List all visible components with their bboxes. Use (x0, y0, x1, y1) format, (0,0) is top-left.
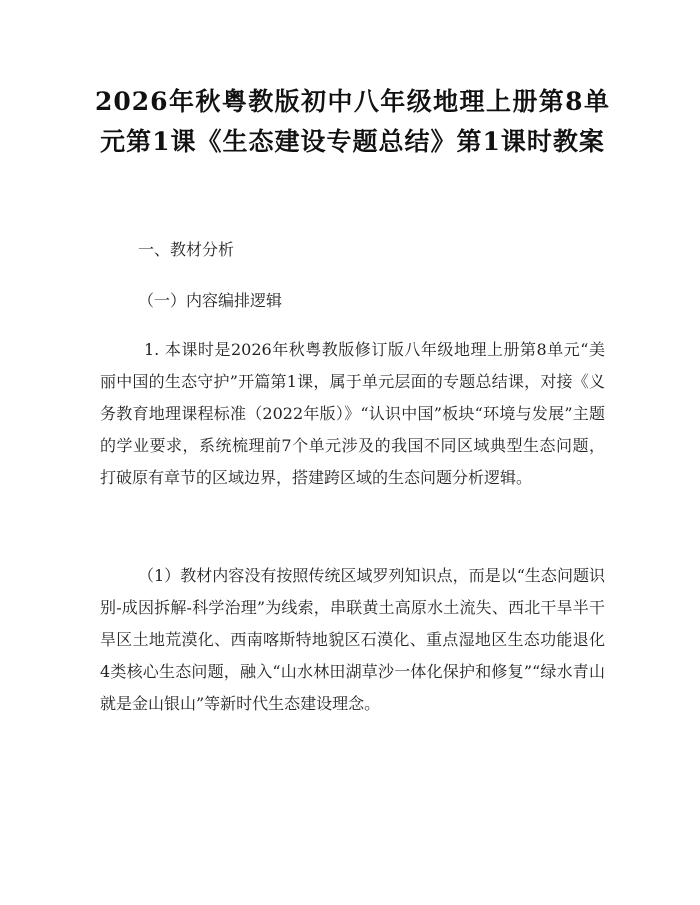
paragraph-course-overview: 1. 本课时是2026年秋粤教版修订版八年级地理上册第8单元“美丽中国的生态守护”开篇第1课，属于单元层面的专题总结课，对接《义务教育地理课程标准（2022年版）》“认识中国”板块“环境与发展”主题的学业要求，系统梳理前7个单元涉及的我国不同区域典型生态问题，打破原有章节的区域边界，搭建跨区域的生态问题分析逻辑。 (100, 340, 605, 487)
subsection-heading: （一）内容编排逻辑 (138, 291, 283, 310)
section-heading: 一、教材分析 (138, 240, 235, 259)
paragraph-content-structure: （1）教材内容没有按照传统区域罗列知识点，而是以“生态问题识别-成因拆解-科学治理”为线索，串联黄土高原水土流失、西北干旱半干旱区土地荒漠化、西南喀斯特地貌区石漠化、重点湿地区生态功能退化4类核心生态问题，融入“山水林田湖草沙一体化保护和修复”“绿水青山就是金山银山”等新时代生态建设理念。 (100, 566, 605, 713)
document-title: 2026年秋粤教版初中八年级地理上册第8单元第1课《生态建设专题总结》第1课时教案 (95, 87, 610, 156)
